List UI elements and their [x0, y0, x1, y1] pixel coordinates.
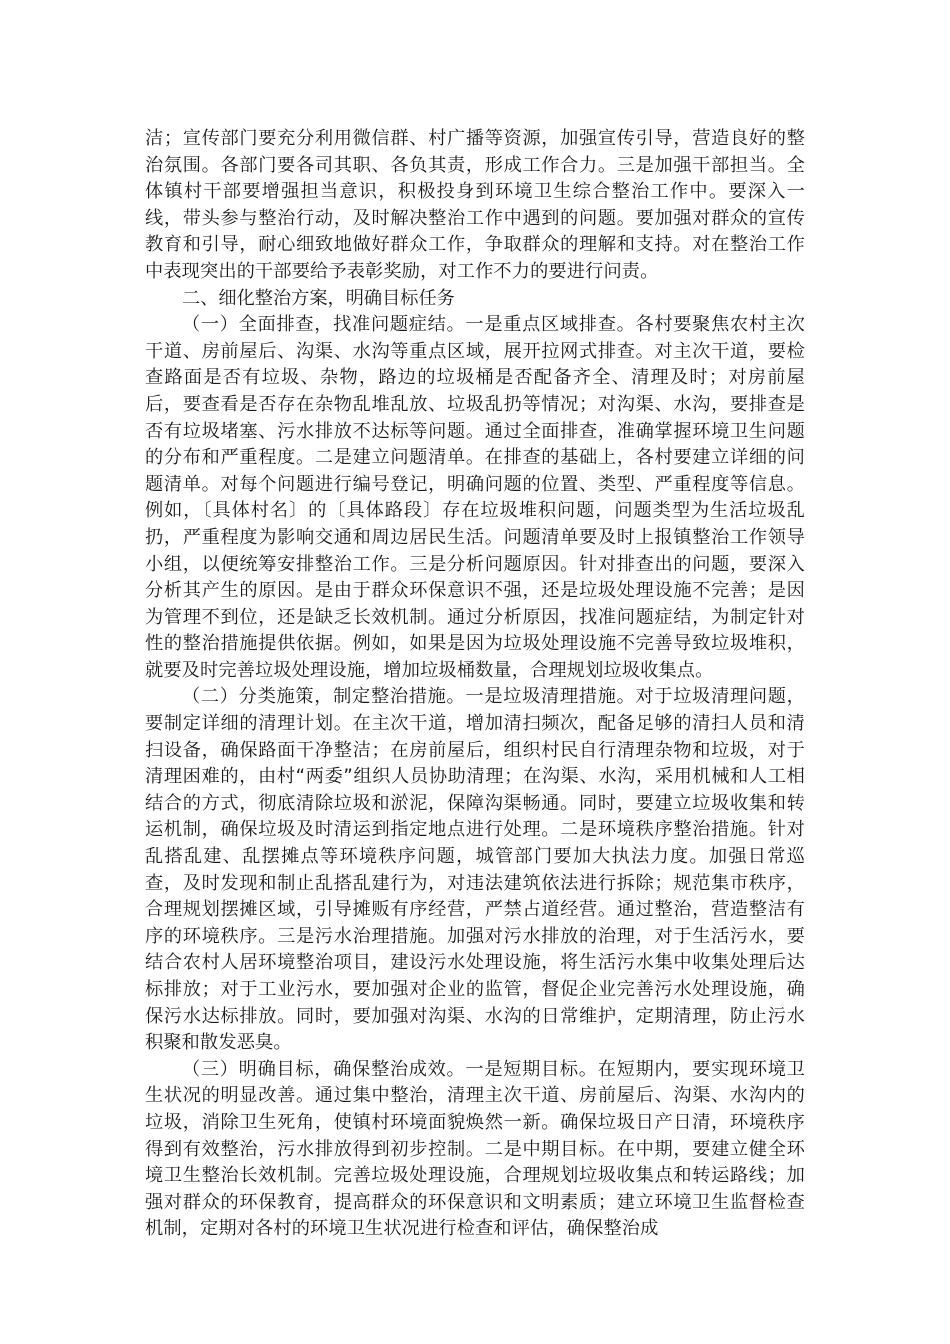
document-page: [145, 126, 805, 1243]
body-paragraph-1: （一）全面排查，找准问题症结。一是重点区域排查。各村要聚焦农村主次干道、房前屋后、沟渠、水沟等重点区域，展开拉网式排查。对主次干道，要检查路面是否有垃圾、杂物，路边的垃圾桶是否配备齐全、清理及时；对房前屋后，要查看是否存在杂物乱堆乱放、垃圾乱扔等情况；对沟渠、水沟，要排查是否有垃圾堵塞、污水排放不达标等问题。通过全面排查，准确掌握环境卫生问题的分布和严重程度。二是建立问题清单。在排查的基础上，各村要建立详细的问题清单。对每个问题进行编号登记，明确问题的位置、类型、严重程度等信息。例如，〔具体村名〕的〔具体路段〕存在垃圾堆积问题，问题类型为生活垃圾乱扔，严重程度为影响交通和周边居民生活。问题清单要及时上报镇整治工作领导小组，以便统筹安排整治工作。三是分析问题原因。针对排查出的问题，要深入分析其产生的原因。是由于群众环保意识不强，还是垃圾处理设施不完善；是因为管理不到位，还是缺乏长效机制。通过分析原因，找准问题症结，为制定针对性的整治措施提供依据。例如，如果是因为垃圾处理设施不完善导致垃圾堆积，就要及时完善垃圾处理设施，增加垃圾桶数量，合理规划垃圾收集点。: [145, 314, 805, 681]
section-heading: 二、细化整治方案，明确目标任务: [182, 287, 455, 309]
body-paragraph-2: （二）分类施策，制定整治措施。一是垃圾清理措施。对于垃圾清理问题，要制定详细的清理计划。在主次干道，增加清扫频次，配备足够的清扫人员和清扫设备，确保路面干净整洁；在房前屋后，组织村民自行清理杂物和垃圾，对于清理困难的，由村“两委”组织人员协助清理；在沟渠、水沟，采用机械和人工相结合的方式，彻底清除垃圾和淤泥，保障沟渠畅通。同时，要建立垃圾收集和转运机制，确保垃圾及时清运到指定地点进行处理。二是环境秩序整治措施。针对乱搭乱建、乱摆摊点等环境秩序问题，城管部门要加大执法力度。加强日常巡查，及时发现和制止乱搭乱建行为，对违法建筑依法进行拆除；规范集市秩序，合理规划摆摊区域，引导摊贩有序经营，严禁占道经营。通过整治，营造整洁有序的环境秩序。三是污水治理措施。加强对污水排放的治理，对于生活污水，要结合农村人居环境整治项目，建设污水处理设施，将生活污水集中收集处理后达标排放；对于工业污水，要加强对企业的监管，督促企业完善污水处理设施，确保污水达标排放。同时，要加强对沟渠、水沟的日常维护，定期清理，防止污水积聚和散发恶臭。: [145, 686, 805, 1054]
continuation-paragraph: 洁；宣传部门要充分利用微信群、村广播等资源，加强宣传引导，营造良好的整治氛围。各部门要各司其职、各负其责，形成工作合力。三是加强干部担当。全体镇村干部要增强担当意识，积极投身到环境卫生综合整治工作中。要深入一线，带头参与整治行动，及时解决整治工作中遇到的问题。要加强对群众的宣传教育和引导，耐心细致地做好群众工作，争取群众的理解和支持。对在整治工作中表现突出的干部要给予表彰奖励，对工作不力的要进行问责。: [145, 128, 805, 282]
body-paragraph-3: （三）明确目标，确保整治成效。一是短期目标。在短期内，要实现环境卫生状况的明显改善。通过集中整治，清理主次干道、房前屋后、沟渠、水沟内的垃圾，消除卫生死角，使镇村环境面貌焕然一新。确保垃圾日产日清，环境秩序得到有效整治，污水排放得到初步控制。二是中期目标。在中期，要建立健全环境卫生整治长效机制。完善垃圾处理设施，合理规划垃圾收集点和转运路线；加强对群众的环保教育，提高群众的环保意识和文明素质；建立环境卫生监督检查机制，定期对各村的环境卫生状况进行检查和评估，确保整治成: [145, 1058, 805, 1240]
